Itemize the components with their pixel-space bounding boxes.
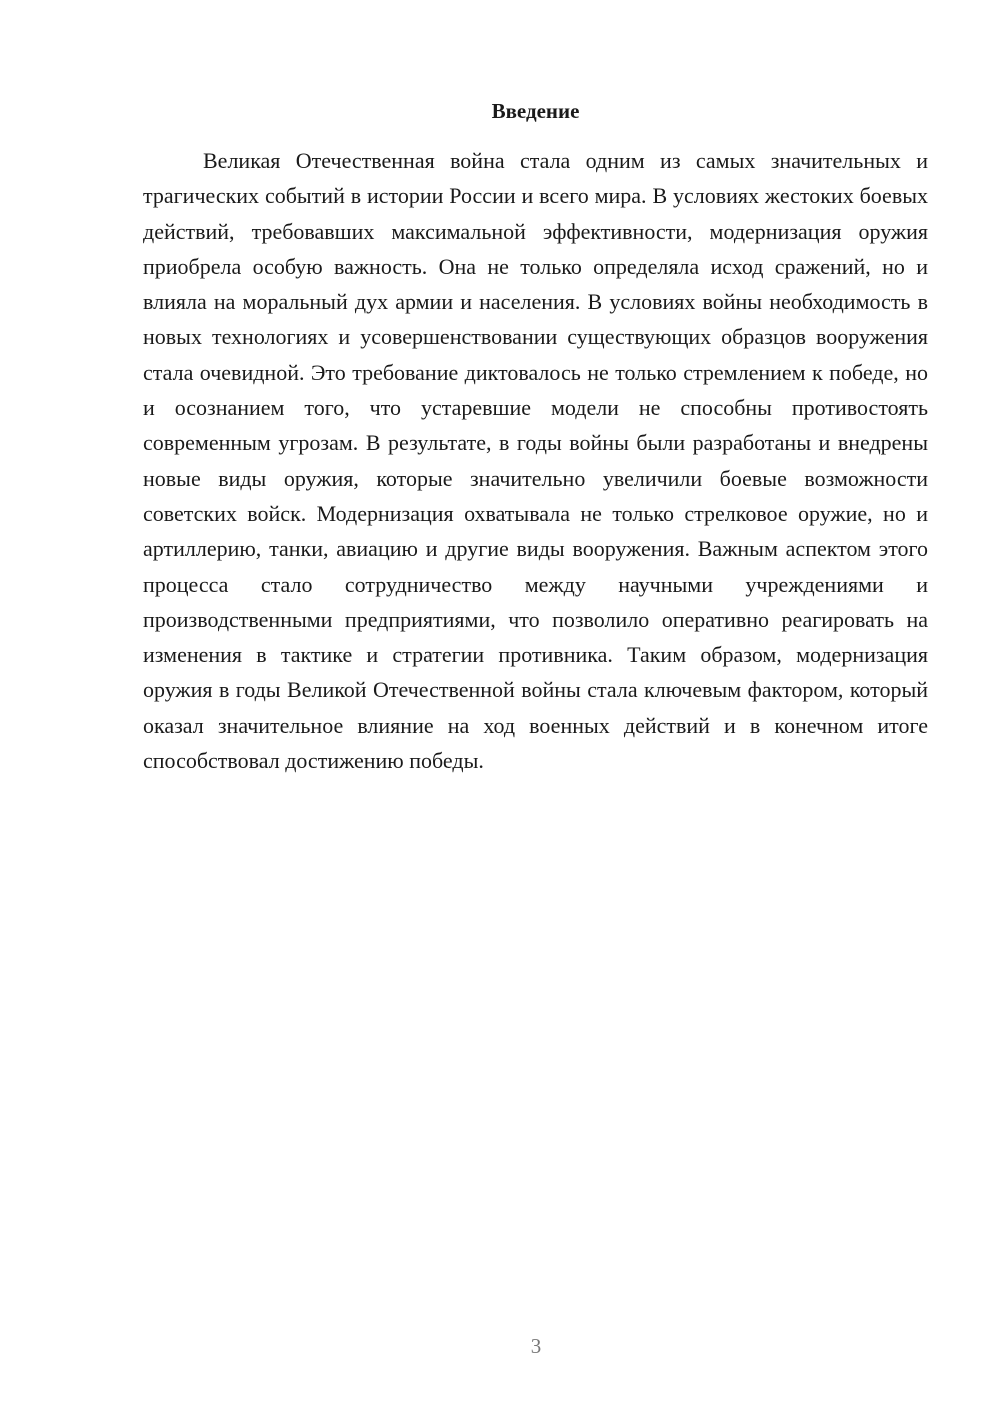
section-heading: Введение (491, 99, 580, 123)
page-number: 3 (530, 1334, 542, 1358)
body-paragraph: Великая Отечественная война стала одним из самых значительных и трагических событий в истории России и всего мира. В условиях жестоких боевых действий, требовавших максимальной эффективности, модернизация оружия приобрела особую важность. Она не только определяла исход сражений, но и влияла на моральный дух армии и населения. В условиях войны необходимость в новых технологиях и усовершенствовании существующих образцов вооружения стала очевидной. Это требование диктовалось не только стремлением к победе, но и осознанием того, что устаревшие модели не способны противостоять современным угрозам. В результате, в годы войны были разработаны и внедрены новые виды оружия, которые значительно увеличили боевые возможности советских войск. Модернизация охватывала не только стрелковое оружие, но и артиллерию, танки, авиацию и другие виды вооружения. Важным аспектом этого процесса стало сотрудничество между научными учреждениями и производственными предприятиями, что позволило оперативно реагировать на изменения в тактике и стратегии противника. Таким образом, модернизация оружия в годы Великой Отечественной войны стала ключевым фактором, который оказал значительное влияние на ход военных действий и в конечном итоге способствовал достижению победы. (143, 148, 928, 774)
